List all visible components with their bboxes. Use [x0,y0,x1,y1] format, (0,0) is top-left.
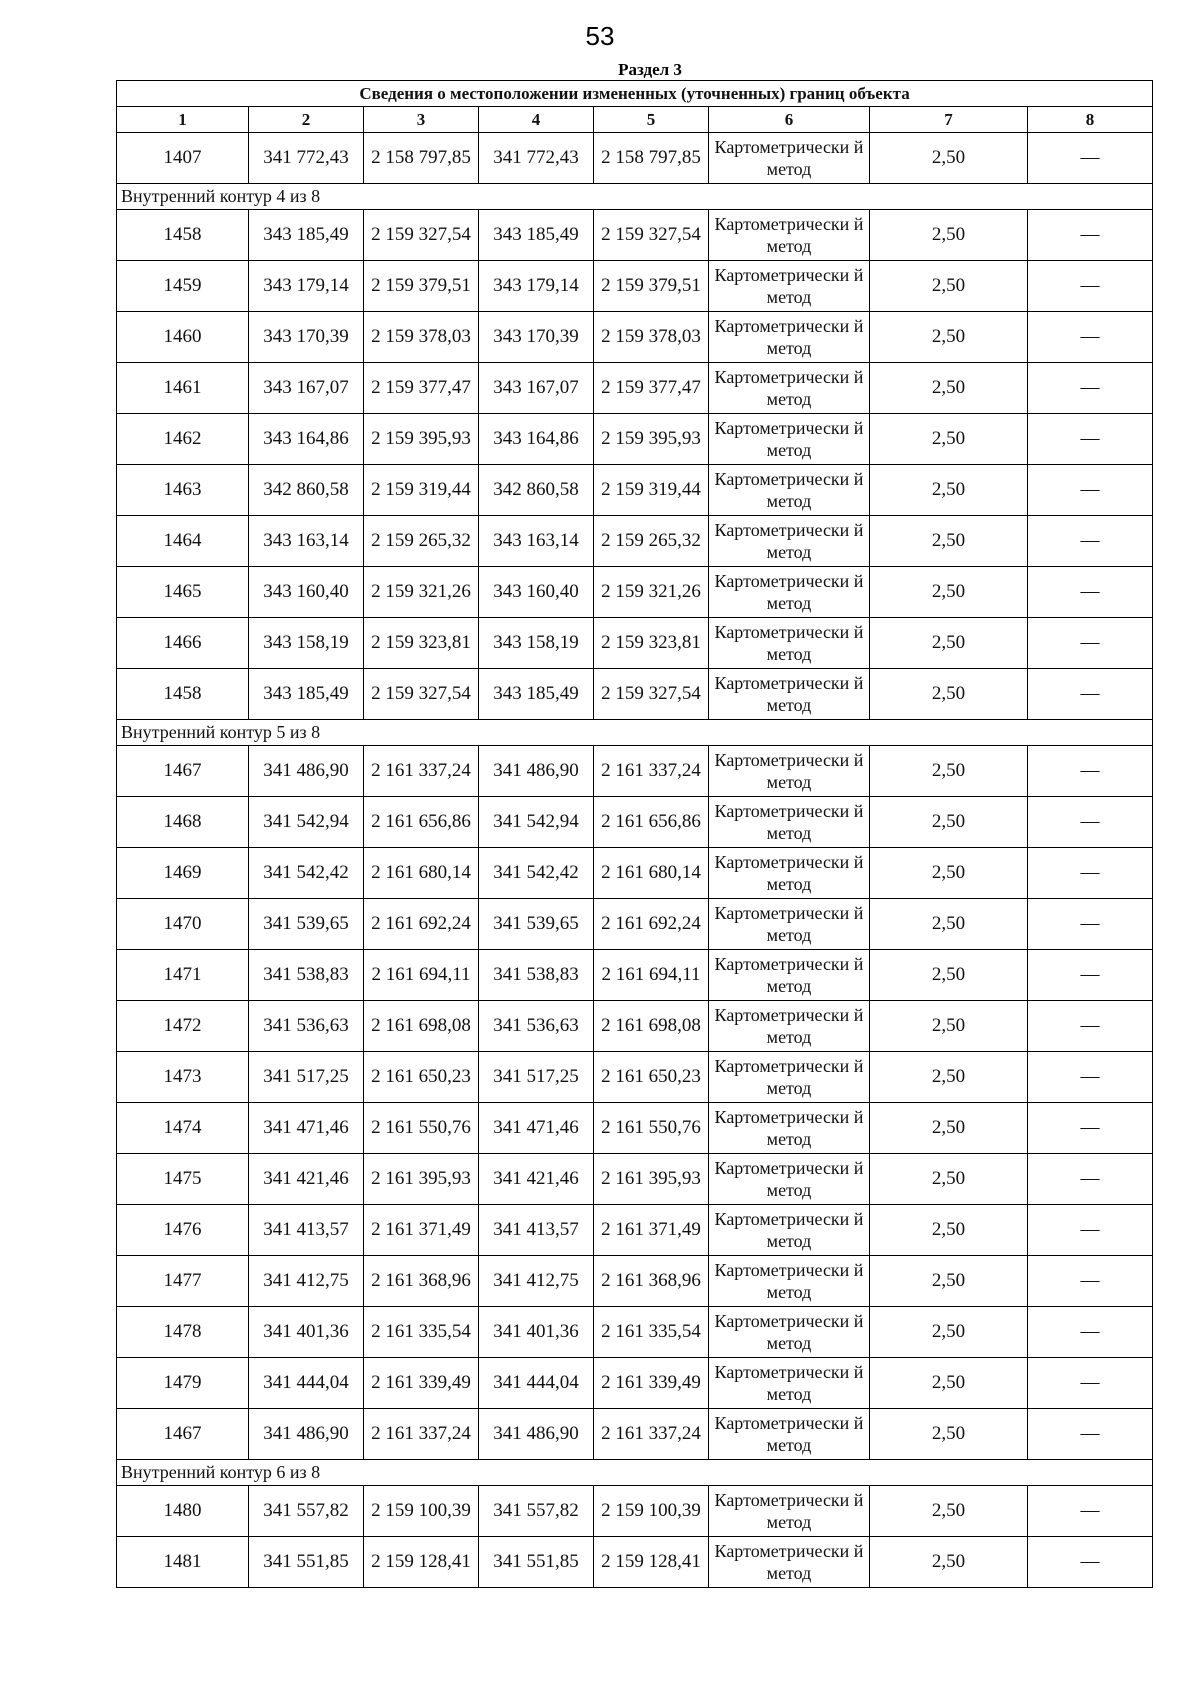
note-cell: — [1028,414,1153,465]
accuracy-cell: 2,50 [870,848,1028,899]
y-new-cell: 2 161 337,24 [594,746,709,797]
point-number-cell: 1470 [117,899,249,950]
method-cell: Картометрически й метод [709,414,870,465]
table-row [117,465,1153,516]
point-number-cell: 1461 [117,363,249,414]
contour-label: Внутренний контур 5 из 8 [117,720,1153,746]
contour-row [117,1460,1153,1486]
x-new-cell: 341 401,36 [479,1307,594,1358]
method-cell: Картометрически й метод [709,618,870,669]
y-new-cell: 2 161 335,54 [594,1307,709,1358]
table-row [117,1358,1153,1409]
table-row [117,669,1153,720]
method-cell: Картометрически й метод [709,1256,870,1307]
x-new-cell: 341 538,83 [479,950,594,1001]
y-existing-cell: 2 159 100,39 [364,1486,479,1537]
y-new-cell: 2 161 694,11 [594,950,709,1001]
x-new-cell: 341 413,57 [479,1205,594,1256]
x-new-cell: 341 536,63 [479,1001,594,1052]
y-existing-cell: 2 161 692,24 [364,899,479,950]
x-existing-cell: 341 772,43 [249,133,364,184]
point-number-cell: 1464 [117,516,249,567]
accuracy-cell: 2,50 [870,1307,1028,1358]
accuracy-cell: 2,50 [870,1358,1028,1409]
table-row [117,746,1153,797]
point-number-cell: 1463 [117,465,249,516]
table-row [117,210,1153,261]
x-existing-cell: 341 551,85 [249,1537,364,1588]
point-number-cell: 1407 [117,133,249,184]
method-cell: Картометрически й метод [709,465,870,516]
y-existing-cell: 2 161 335,54 [364,1307,479,1358]
note-cell: — [1028,210,1153,261]
point-number-cell: 1465 [117,567,249,618]
accuracy-cell: 2,50 [870,414,1028,465]
y-existing-cell: 2 159 327,54 [364,210,479,261]
x-new-cell: 341 539,65 [479,899,594,950]
note-cell: — [1028,1103,1153,1154]
accuracy-cell: 2,50 [870,899,1028,950]
point-number-cell: 1479 [117,1358,249,1409]
x-new-cell: 341 542,94 [479,797,594,848]
y-new-cell: 2 159 378,03 [594,312,709,363]
accuracy-cell: 2,50 [870,363,1028,414]
x-new-cell: 343 158,19 [479,618,594,669]
y-new-cell: 2 161 337,24 [594,1409,709,1460]
column-number-header: 7 [870,107,1028,133]
table-row [117,1103,1153,1154]
x-new-cell: 343 185,49 [479,210,594,261]
note-cell: — [1028,797,1153,848]
y-new-cell: 2 159 321,26 [594,567,709,618]
y-new-cell: 2 161 339,49 [594,1358,709,1409]
boundary-coordinates-table [116,80,1153,1588]
table-row [117,1052,1153,1103]
contour-row [117,720,1153,746]
x-existing-cell: 343 163,14 [249,516,364,567]
point-number-cell: 1481 [117,1537,249,1588]
column-number-row [117,107,1153,133]
x-new-cell: 341 444,04 [479,1358,594,1409]
x-existing-cell: 341 557,82 [249,1486,364,1537]
point-number-cell: 1477 [117,1256,249,1307]
table-row [117,1001,1153,1052]
table-row [117,950,1153,1001]
x-existing-cell: 342 860,58 [249,465,364,516]
note-cell: — [1028,312,1153,363]
y-new-cell: 2 161 650,23 [594,1052,709,1103]
table-row [117,1537,1153,1588]
note-cell: — [1028,1001,1153,1052]
y-new-cell: 2 159 128,41 [594,1537,709,1588]
contour-label: Внутренний контур 6 из 8 [117,1460,1153,1486]
y-new-cell: 2 159 395,93 [594,414,709,465]
y-existing-cell: 2 159 395,93 [364,414,479,465]
y-existing-cell: 2 161 337,24 [364,1409,479,1460]
method-cell: Картометрически й метод [709,1103,870,1154]
table-row [117,363,1153,414]
point-number-cell: 1458 [117,669,249,720]
method-cell: Картометрически й метод [709,1486,870,1537]
table-row [117,848,1153,899]
table-row [117,516,1153,567]
y-existing-cell: 2 159 265,32 [364,516,479,567]
method-cell: Картометрически й метод [709,516,870,567]
method-cell: Картометрически й метод [709,1537,870,1588]
y-existing-cell: 2 161 339,49 [364,1358,479,1409]
y-existing-cell: 2 161 368,96 [364,1256,479,1307]
x-existing-cell: 341 421,46 [249,1154,364,1205]
y-existing-cell: 2 159 377,47 [364,363,479,414]
section-title: Раздел 3 [618,60,682,79]
y-existing-cell: 2 158 797,85 [364,133,479,184]
y-new-cell: 2 161 395,93 [594,1154,709,1205]
point-number-cell: 1472 [117,1001,249,1052]
table-row [117,899,1153,950]
table-row [117,312,1153,363]
x-new-cell: 343 185,49 [479,669,594,720]
accuracy-cell: 2,50 [870,567,1028,618]
note-cell: — [1028,1307,1153,1358]
method-cell: Картометрически й метод [709,848,870,899]
method-cell: Картометрически й метод [709,950,870,1001]
y-new-cell: 2 159 377,47 [594,363,709,414]
accuracy-cell: 2,50 [870,210,1028,261]
note-cell: — [1028,1486,1153,1537]
note-cell: — [1028,465,1153,516]
column-number-header: 6 [709,107,870,133]
y-new-cell: 2 159 379,51 [594,261,709,312]
method-cell: Картометрически й метод [709,1358,870,1409]
x-new-cell: 343 160,40 [479,567,594,618]
y-existing-cell: 2 161 694,11 [364,950,479,1001]
x-existing-cell: 343 170,39 [249,312,364,363]
point-number-cell: 1474 [117,1103,249,1154]
note-cell: — [1028,133,1153,184]
x-existing-cell: 341 444,04 [249,1358,364,1409]
x-new-cell: 341 557,82 [479,1486,594,1537]
y-new-cell: 2 159 319,44 [594,465,709,516]
x-existing-cell: 341 539,65 [249,899,364,950]
x-new-cell: 341 551,85 [479,1537,594,1588]
x-existing-cell: 341 536,63 [249,1001,364,1052]
page-number: 53 [585,21,615,51]
note-cell: — [1028,669,1153,720]
table-row [117,414,1153,465]
point-number-cell: 1469 [117,848,249,899]
accuracy-cell: 2,50 [870,669,1028,720]
accuracy-cell: 2,50 [870,1537,1028,1588]
y-new-cell: 2 161 368,96 [594,1256,709,1307]
note-cell: — [1028,618,1153,669]
y-existing-cell: 2 159 378,03 [364,312,479,363]
point-number-cell: 1462 [117,414,249,465]
note-cell: — [1028,516,1153,567]
table-caption: Сведения о местоположении измененных (уточненных) границ объекта [117,81,1153,107]
note-cell: — [1028,1256,1153,1307]
y-existing-cell: 2 159 319,44 [364,465,479,516]
table-row [117,1486,1153,1537]
table-body [117,133,1153,1588]
x-existing-cell: 341 471,46 [249,1103,364,1154]
x-new-cell: 343 164,86 [479,414,594,465]
point-number-cell: 1475 [117,1154,249,1205]
y-existing-cell: 2 161 698,08 [364,1001,479,1052]
accuracy-cell: 2,50 [870,1001,1028,1052]
y-existing-cell: 2 159 327,54 [364,669,479,720]
method-cell: Картометрически й метод [709,133,870,184]
x-new-cell: 343 179,14 [479,261,594,312]
x-new-cell: 341 486,90 [479,746,594,797]
point-number-cell: 1460 [117,312,249,363]
table-row [117,1409,1153,1460]
contour-label: Внутренний контур 4 из 8 [117,184,1153,210]
method-cell: Картометрически й метод [709,363,870,414]
method-cell: Картометрически й метод [709,899,870,950]
accuracy-cell: 2,50 [870,312,1028,363]
method-cell: Картометрически й метод [709,669,870,720]
y-existing-cell: 2 159 321,26 [364,567,479,618]
method-cell: Картометрически й метод [709,1307,870,1358]
y-new-cell: 2 161 692,24 [594,899,709,950]
note-cell: — [1028,1205,1153,1256]
accuracy-cell: 2,50 [870,1409,1028,1460]
note-cell: — [1028,1409,1153,1460]
caption-row [117,81,1153,107]
note-cell: — [1028,1358,1153,1409]
note-cell: — [1028,1537,1153,1588]
method-cell: Картометрически й метод [709,746,870,797]
y-existing-cell: 2 161 337,24 [364,746,479,797]
note-cell: — [1028,1052,1153,1103]
x-existing-cell: 341 412,75 [249,1256,364,1307]
note-cell: — [1028,899,1153,950]
x-existing-cell: 343 160,40 [249,567,364,618]
y-existing-cell: 2 159 128,41 [364,1537,479,1588]
accuracy-cell: 2,50 [870,516,1028,567]
x-new-cell: 341 486,90 [479,1409,594,1460]
method-cell: Картометрически й метод [709,1409,870,1460]
table-row [117,1256,1153,1307]
method-cell: Картометрически й метод [709,1052,870,1103]
y-new-cell: 2 158 797,85 [594,133,709,184]
x-existing-cell: 341 517,25 [249,1052,364,1103]
y-existing-cell: 2 161 650,23 [364,1052,479,1103]
note-cell: — [1028,848,1153,899]
method-cell: Картометрически й метод [709,210,870,261]
point-number-cell: 1478 [117,1307,249,1358]
y-new-cell: 2 159 327,54 [594,210,709,261]
x-existing-cell: 343 185,49 [249,669,364,720]
accuracy-cell: 2,50 [870,133,1028,184]
point-number-cell: 1473 [117,1052,249,1103]
y-new-cell: 2 159 100,39 [594,1486,709,1537]
point-number-cell: 1459 [117,261,249,312]
x-existing-cell: 341 542,94 [249,797,364,848]
y-new-cell: 2 161 371,49 [594,1205,709,1256]
accuracy-cell: 2,50 [870,950,1028,1001]
x-existing-cell: 343 164,86 [249,414,364,465]
x-existing-cell: 341 486,90 [249,746,364,797]
accuracy-cell: 2,50 [870,1256,1028,1307]
accuracy-cell: 2,50 [870,1205,1028,1256]
point-number-cell: 1471 [117,950,249,1001]
table-row [117,133,1153,184]
table-row [117,567,1153,618]
method-cell: Картометрически й метод [709,312,870,363]
table-row [117,1154,1153,1205]
y-existing-cell: 2 161 656,86 [364,797,479,848]
y-existing-cell: 2 161 550,76 [364,1103,479,1154]
x-existing-cell: 341 486,90 [249,1409,364,1460]
x-new-cell: 343 163,14 [479,516,594,567]
method-cell: Картометрически й метод [709,261,870,312]
table-row [117,261,1153,312]
accuracy-cell: 2,50 [870,797,1028,848]
column-number-header: 5 [594,107,709,133]
method-cell: Картометрически й метод [709,797,870,848]
note-cell: — [1028,746,1153,797]
table-row [117,1205,1153,1256]
y-existing-cell: 2 159 323,81 [364,618,479,669]
x-existing-cell: 341 538,83 [249,950,364,1001]
x-existing-cell: 343 185,49 [249,210,364,261]
point-number-cell: 1476 [117,1205,249,1256]
method-cell: Картометрически й метод [709,1001,870,1052]
column-number-header: 1 [117,107,249,133]
x-existing-cell: 341 542,42 [249,848,364,899]
table-row [117,1307,1153,1358]
accuracy-cell: 2,50 [870,1103,1028,1154]
accuracy-cell: 2,50 [870,1486,1028,1537]
note-cell: — [1028,363,1153,414]
x-new-cell: 341 421,46 [479,1154,594,1205]
x-new-cell: 341 412,75 [479,1256,594,1307]
x-existing-cell: 343 158,19 [249,618,364,669]
note-cell: — [1028,950,1153,1001]
x-new-cell: 342 860,58 [479,465,594,516]
y-new-cell: 2 161 698,08 [594,1001,709,1052]
y-new-cell: 2 159 327,54 [594,669,709,720]
y-existing-cell: 2 161 371,49 [364,1205,479,1256]
note-cell: — [1028,1154,1153,1205]
x-new-cell: 341 471,46 [479,1103,594,1154]
y-new-cell: 2 159 323,81 [594,618,709,669]
table-row [117,618,1153,669]
x-new-cell: 341 517,25 [479,1052,594,1103]
accuracy-cell: 2,50 [870,261,1028,312]
contour-row [117,184,1153,210]
point-number-cell: 1467 [117,1409,249,1460]
y-new-cell: 2 161 550,76 [594,1103,709,1154]
x-new-cell: 343 170,39 [479,312,594,363]
x-new-cell: 341 772,43 [479,133,594,184]
y-new-cell: 2 159 265,32 [594,516,709,567]
note-cell: — [1028,261,1153,312]
column-number-header: 4 [479,107,594,133]
accuracy-cell: 2,50 [870,465,1028,516]
accuracy-cell: 2,50 [870,1052,1028,1103]
x-existing-cell: 343 167,07 [249,363,364,414]
y-new-cell: 2 161 656,86 [594,797,709,848]
point-number-cell: 1468 [117,797,249,848]
point-number-cell: 1467 [117,746,249,797]
note-cell: — [1028,567,1153,618]
x-new-cell: 341 542,42 [479,848,594,899]
column-number-header: 3 [364,107,479,133]
accuracy-cell: 2,50 [870,1154,1028,1205]
point-number-cell: 1466 [117,618,249,669]
x-existing-cell: 341 401,36 [249,1307,364,1358]
y-existing-cell: 2 161 680,14 [364,848,479,899]
method-cell: Картометрически й метод [709,567,870,618]
accuracy-cell: 2,50 [870,746,1028,797]
x-existing-cell: 343 179,14 [249,261,364,312]
table-row [117,797,1153,848]
method-cell: Картометрически й метод [709,1205,870,1256]
point-number-cell: 1458 [117,210,249,261]
x-existing-cell: 341 413,57 [249,1205,364,1256]
y-existing-cell: 2 159 379,51 [364,261,479,312]
y-existing-cell: 2 161 395,93 [364,1154,479,1205]
y-new-cell: 2 161 680,14 [594,848,709,899]
column-number-header: 2 [249,107,364,133]
x-new-cell: 343 167,07 [479,363,594,414]
accuracy-cell: 2,50 [870,618,1028,669]
point-number-cell: 1480 [117,1486,249,1537]
column-number-header: 8 [1028,107,1153,133]
method-cell: Картометрически й метод [709,1154,870,1205]
